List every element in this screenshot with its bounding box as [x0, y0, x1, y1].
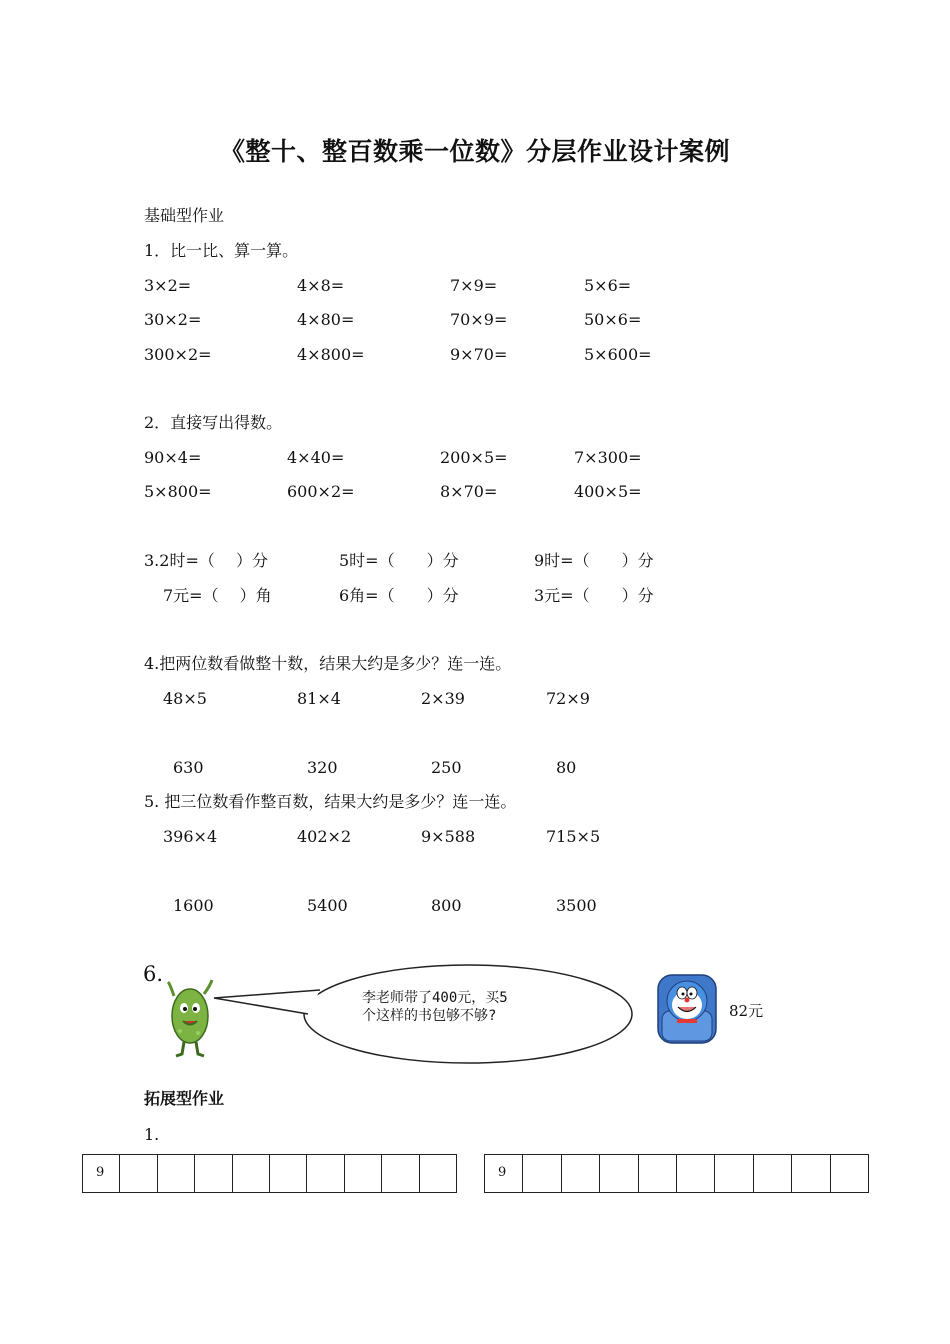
- ext-q1-label: 1.: [144, 1125, 160, 1144]
- q1-item: 9×70=: [450, 345, 508, 364]
- q3-item: 5时=（ ）分: [339, 551, 459, 570]
- grid-cell[interactable]: [345, 1155, 382, 1192]
- q1-label: 1．比一比、算一算。: [144, 241, 299, 260]
- grid-cell[interactable]: [382, 1155, 419, 1192]
- q5-expression: 9×588: [421, 827, 476, 846]
- q1-item: 30×2=: [144, 310, 202, 329]
- grid-cell[interactable]: [600, 1155, 638, 1192]
- q2-item: 8×70=: [440, 482, 498, 501]
- q2-item: 90×4=: [144, 448, 202, 467]
- section-heading-basic: 基础型作业: [144, 206, 225, 225]
- grid-cell[interactable]: [120, 1155, 157, 1192]
- grid-cell[interactable]: [715, 1155, 753, 1192]
- q5-expression: 715×5: [546, 827, 601, 846]
- grid-cell[interactable]: [420, 1155, 456, 1192]
- q2-item: 7×300=: [574, 448, 642, 467]
- q5-result: 1600: [173, 896, 214, 915]
- q4-expression: 81×4: [297, 689, 341, 708]
- speech-text-line2: 个这样的书包够不够?: [362, 1008, 497, 1024]
- q2-item: 400×5=: [574, 482, 642, 501]
- grid-cell[interactable]: [677, 1155, 715, 1192]
- q4-expression: 48×5: [163, 689, 207, 708]
- grid-cell[interactable]: [307, 1155, 344, 1192]
- q3-item: 3元=（ ）分: [534, 586, 654, 605]
- page-title: 《整十、整百数乘一位数》分层作业设计案例: [219, 137, 730, 166]
- grid-cell[interactable]: [562, 1155, 600, 1192]
- q6-number: 6.: [143, 962, 164, 986]
- q3-item: 6角=（ ）分: [339, 586, 459, 605]
- grid-cell[interactable]: [792, 1155, 830, 1192]
- q1-item: 4×80=: [297, 310, 355, 329]
- grid-cell[interactable]: [270, 1155, 307, 1192]
- q2-item: 600×2=: [287, 482, 355, 501]
- grid-cell[interactable]: [158, 1155, 195, 1192]
- q1-item: 70×9=: [450, 310, 508, 329]
- q1-item: 4×8=: [297, 276, 345, 295]
- speech-text-line1: 李老师带了400元，买5: [362, 990, 508, 1006]
- q2-item: 5×800=: [144, 482, 212, 501]
- q4-label: 4.把两位数看做整十数，结果大约是多少？连一连。: [144, 654, 512, 673]
- q2-label: 2．直接写出得数。: [144, 413, 283, 432]
- q5-result: 5400: [307, 896, 348, 915]
- q1-item: 50×6=: [584, 310, 642, 329]
- grid-cell[interactable]: [754, 1155, 792, 1192]
- q3-item: 9时=（ ）分: [534, 551, 654, 570]
- grid-cell[interactable]: [233, 1155, 270, 1192]
- q4-result: 80: [556, 758, 577, 777]
- q4-result: 250: [431, 758, 462, 777]
- q4-expression: 72×9: [546, 689, 590, 708]
- mascot-illustration: [160, 976, 220, 1058]
- q1-item: 4×800=: [297, 345, 365, 364]
- answer-grid-left: [82, 1154, 457, 1193]
- grid-cell[interactable]: 9: [485, 1155, 523, 1192]
- grid-cell[interactable]: [523, 1155, 561, 1192]
- q5-result: 800: [431, 896, 462, 915]
- backpack-price: 82元: [729, 1002, 764, 1020]
- q1-item: 5×600=: [584, 345, 652, 364]
- grid-cell[interactable]: 9: [83, 1155, 120, 1192]
- backpack-illustration: [652, 971, 722, 1047]
- q5-result: 3500: [556, 896, 597, 915]
- q1-item: 5×6=: [584, 276, 632, 295]
- q4-result: 320: [307, 758, 338, 777]
- q4-result: 630: [173, 758, 204, 777]
- section-heading-extended: 拓展型作业: [144, 1089, 225, 1108]
- grid-cell[interactable]: [831, 1155, 868, 1192]
- q1-item: 7×9=: [450, 276, 498, 295]
- q5-label: 5. 把三位数看作整百数，结果大约是多少？连一连。: [144, 792, 517, 811]
- grid-cell[interactable]: [639, 1155, 677, 1192]
- q2-item: 4×40=: [287, 448, 345, 467]
- q2-item: 200×5=: [440, 448, 508, 467]
- q3-item: 7元=（ ）角: [163, 586, 272, 605]
- q5-expression: 402×2: [297, 827, 352, 846]
- q3-item: 3.2时=（ ）分: [144, 551, 268, 570]
- q4-expression: 2×39: [421, 689, 465, 708]
- q5-expression: 396×4: [163, 827, 218, 846]
- q1-item: 3×2=: [144, 276, 192, 295]
- grid-cell[interactable]: [195, 1155, 232, 1192]
- answer-grid-right: [484, 1154, 869, 1193]
- q1-item: 300×2=: [144, 345, 212, 364]
